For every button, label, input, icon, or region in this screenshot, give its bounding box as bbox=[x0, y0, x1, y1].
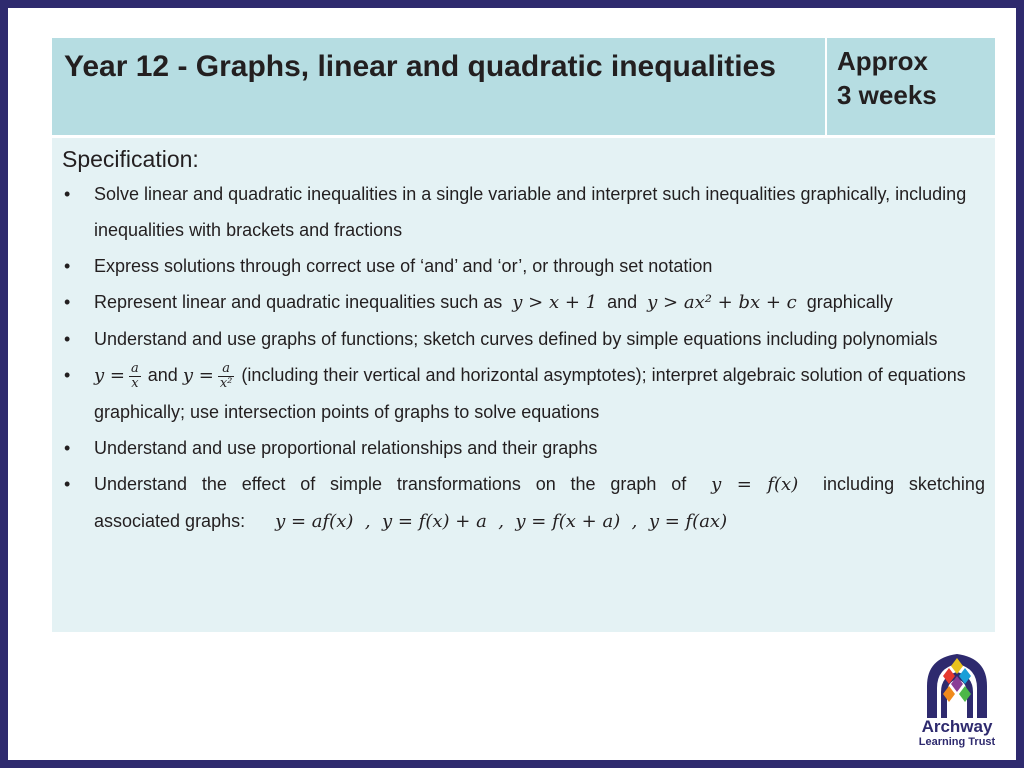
bullet-text: including sketching bbox=[823, 474, 985, 494]
bullet-text: Represent linear and quadratic inequalities such as bbox=[94, 292, 503, 312]
fraction bbox=[218, 362, 235, 391]
bullet-text: and bbox=[147, 365, 178, 385]
fraction-denominator: x² bbox=[219, 375, 233, 391]
archway-logo-icon bbox=[921, 652, 993, 718]
bullet-text: associated graphs: bbox=[94, 511, 246, 531]
math-expression: y = f(x) bbox=[711, 474, 799, 495]
specification-list bbox=[62, 176, 985, 540]
duration-cell bbox=[827, 38, 995, 135]
logo-line1: Archway bbox=[921, 717, 993, 736]
duration-line1: Approx bbox=[837, 46, 928, 76]
list-item bbox=[62, 248, 985, 284]
bullet-line bbox=[94, 466, 985, 503]
bullet-text: Understand and use graphs of functions; sketch curves defined by simple equations including polynomials bbox=[94, 329, 938, 349]
archway-logo bbox=[912, 652, 1002, 752]
bullet-text: graphically bbox=[806, 292, 893, 312]
specification-panel bbox=[52, 138, 995, 632]
list-item bbox=[62, 466, 985, 540]
logo-line2: Learning Trust bbox=[918, 736, 996, 748]
bullet-text: Solve linear and quadratic inequalities in a single variable and interpret such inequalities graphically, including inequalities with brackets and fractions bbox=[94, 184, 967, 240]
fraction-denominator: x bbox=[131, 375, 139, 391]
list-item bbox=[62, 357, 985, 430]
fraction-numerator: a bbox=[218, 362, 235, 377]
list-item bbox=[62, 321, 985, 357]
math-expression: y > x + 1 bbox=[512, 292, 598, 313]
logo-text bbox=[912, 718, 1002, 748]
duration-line2: 3 weeks bbox=[837, 80, 937, 110]
bullet-text: Express solutions through correct use of ‘and’ and ‘or’, or through set notation bbox=[94, 256, 713, 276]
math-expression: y > ax² + bx + c bbox=[647, 292, 797, 313]
bullet-text: and bbox=[607, 292, 638, 312]
fraction bbox=[129, 362, 141, 391]
bullet-text: (including their vertical and horizontal asymptotes); interpret algebraic solution of equations graphically; use intersection points of graphs to solve equations bbox=[94, 365, 966, 422]
page-title: Year 12 - Graphs, linear and quadratic inequalities bbox=[52, 38, 825, 135]
header-row bbox=[52, 38, 995, 135]
math-expression: y = af(x) , y = f(x) + a , y = f(x + a) , y = f(ax) bbox=[275, 511, 728, 532]
list-item bbox=[62, 176, 985, 248]
bullet-line bbox=[94, 503, 985, 540]
fraction-numerator: a bbox=[130, 360, 139, 376]
math-expression: y = bbox=[94, 365, 125, 386]
math-expression: y = bbox=[182, 365, 214, 386]
list-item bbox=[62, 430, 985, 466]
list-item bbox=[62, 284, 985, 321]
specification-heading: Specification: bbox=[62, 146, 199, 172]
bullet-text: Understand and use proportional relationships and their graphs bbox=[94, 438, 598, 458]
bullet-text: Understand the effect of simple transformations on the graph of bbox=[94, 474, 687, 494]
